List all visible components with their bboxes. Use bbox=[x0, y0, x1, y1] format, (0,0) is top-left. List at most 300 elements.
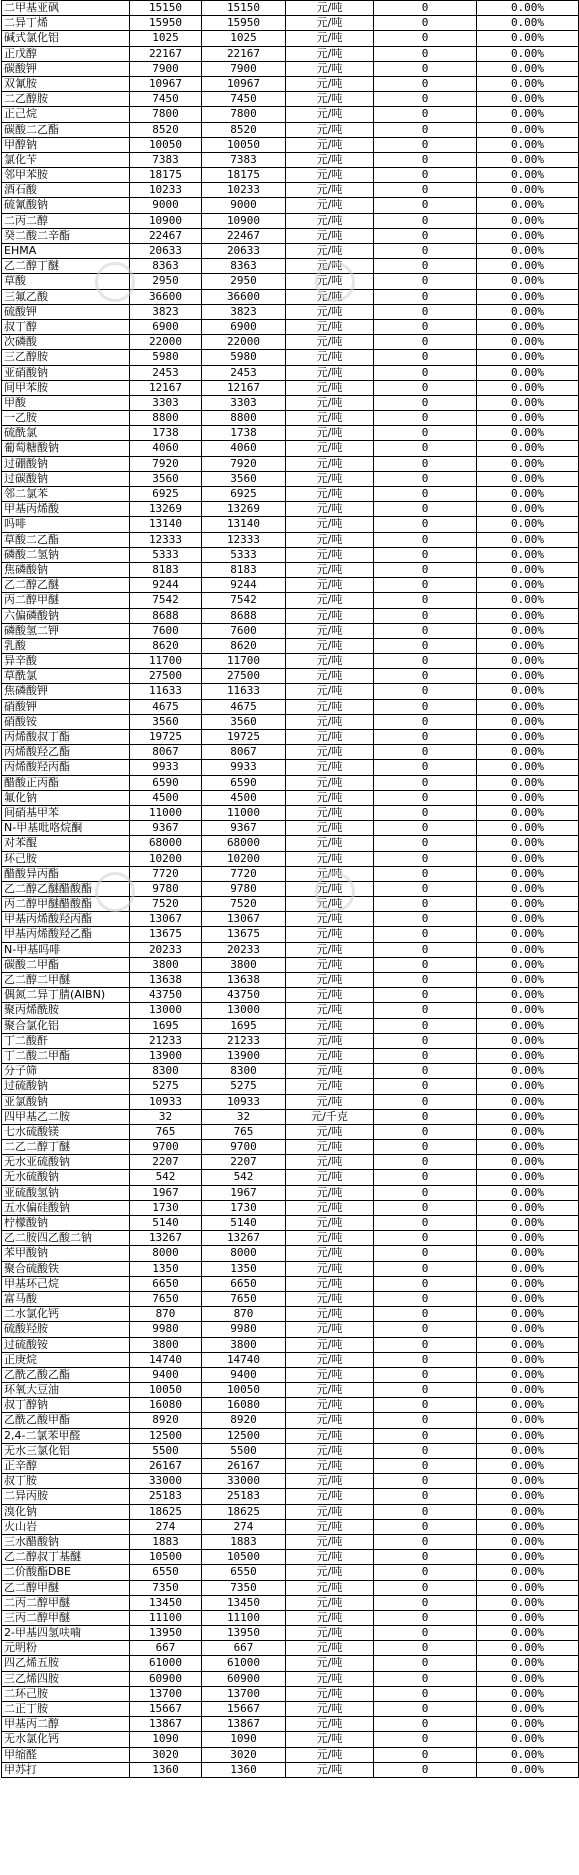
product-name-cell: 碳酸钾 bbox=[2, 62, 130, 77]
change-cell: 0 bbox=[374, 138, 477, 153]
change-cell: 0 bbox=[374, 593, 477, 608]
change-percent-cell: 0.00% bbox=[477, 472, 579, 487]
prev-price-cell: 765 bbox=[202, 1125, 286, 1140]
prev-price-cell: 9980 bbox=[202, 1322, 286, 1337]
table-row bbox=[2, 1170, 579, 1185]
product-name-cell: 正庚烷 bbox=[2, 1353, 130, 1368]
table-row bbox=[2, 836, 579, 851]
table-row bbox=[2, 927, 579, 942]
product-name-cell: 葡萄糖酸钠 bbox=[2, 441, 130, 456]
price-cell: 8300 bbox=[130, 1064, 202, 1079]
product-name-cell: 无水亚硫酸钠 bbox=[2, 1155, 130, 1170]
price-cell: 3800 bbox=[130, 1338, 202, 1353]
price-cell: 7350 bbox=[130, 1581, 202, 1596]
unit-cell: 元/吨 bbox=[286, 1611, 374, 1626]
change-cell: 0 bbox=[374, 1, 477, 16]
unit-cell: 元/吨 bbox=[286, 107, 374, 122]
change-cell: 0 bbox=[374, 502, 477, 517]
unit-cell: 元/吨 bbox=[286, 274, 374, 289]
unit-cell: 元/吨 bbox=[286, 684, 374, 699]
prev-price-cell: 60900 bbox=[202, 1672, 286, 1687]
change-cell: 0 bbox=[374, 1702, 477, 1717]
change-percent-cell: 0.00% bbox=[477, 426, 579, 441]
product-name-cell: 磷酸二氢钠 bbox=[2, 548, 130, 563]
prev-price-cell: 3800 bbox=[202, 958, 286, 973]
table-row bbox=[2, 305, 579, 320]
price-cell: 27500 bbox=[130, 669, 202, 684]
change-cell: 0 bbox=[374, 1489, 477, 1504]
price-cell: 11100 bbox=[130, 1611, 202, 1626]
change-cell: 0 bbox=[374, 1717, 477, 1732]
prev-price-cell: 9700 bbox=[202, 1140, 286, 1155]
product-name-cell: 丙二醇甲醚醋酸酯 bbox=[2, 897, 130, 912]
price-cell: 13140 bbox=[130, 517, 202, 532]
table-row bbox=[2, 1581, 579, 1596]
prev-price-cell: 1695 bbox=[202, 1019, 286, 1034]
product-name-cell: 甲基丙烯酸 bbox=[2, 502, 130, 517]
unit-cell: 元/吨 bbox=[286, 168, 374, 183]
change-percent-cell: 0.00% bbox=[477, 1095, 579, 1110]
product-name-cell: 二丙二醇甲醚 bbox=[2, 1596, 130, 1611]
unit-cell: 元/吨 bbox=[286, 1353, 374, 1368]
unit-cell: 元/吨 bbox=[286, 700, 374, 715]
unit-cell: 元/吨 bbox=[286, 578, 374, 593]
change-cell: 0 bbox=[374, 684, 477, 699]
price-cell: 6925 bbox=[130, 487, 202, 502]
product-name-cell: 乳酸 bbox=[2, 639, 130, 654]
prev-price-cell: 870 bbox=[202, 1307, 286, 1322]
product-name-cell: 四乙烯五胺 bbox=[2, 1656, 130, 1671]
price-cell: 3020 bbox=[130, 1748, 202, 1763]
change-cell: 0 bbox=[374, 1003, 477, 1018]
product-name-cell: 三水醋酸钠 bbox=[2, 1535, 130, 1550]
product-name-cell: 丙二醇甲醚 bbox=[2, 593, 130, 608]
unit-cell: 元/吨 bbox=[286, 441, 374, 456]
unit-cell: 元/吨 bbox=[286, 1338, 374, 1353]
change-cell: 0 bbox=[374, 578, 477, 593]
change-percent-cell: 0.00% bbox=[477, 1383, 579, 1398]
prev-price-cell: 2207 bbox=[202, 1155, 286, 1170]
change-cell: 0 bbox=[374, 548, 477, 563]
table-row bbox=[2, 912, 579, 927]
price-cell: 9980 bbox=[130, 1322, 202, 1337]
product-name-cell: 正己烷 bbox=[2, 107, 130, 122]
prev-price-cell: 11700 bbox=[202, 654, 286, 669]
unit-cell: 元/吨 bbox=[286, 1444, 374, 1459]
prev-price-cell: 21233 bbox=[202, 1034, 286, 1049]
change-percent-cell: 0.00% bbox=[477, 1049, 579, 1064]
change-percent-cell: 0.00% bbox=[477, 639, 579, 654]
change-cell: 0 bbox=[374, 244, 477, 259]
price-cell: 13267 bbox=[130, 1231, 202, 1246]
product-name-cell: 丙烯酸羟丙酯 bbox=[2, 760, 130, 775]
product-name-cell: 亚硝酸钠 bbox=[2, 366, 130, 381]
table-row bbox=[2, 92, 579, 107]
prev-price-cell: 10050 bbox=[202, 138, 286, 153]
change-cell: 0 bbox=[374, 62, 477, 77]
prev-price-cell: 68000 bbox=[202, 836, 286, 851]
product-name-cell: 乙二醇叔丁基醚 bbox=[2, 1550, 130, 1565]
product-name-cell: 乙酰乙酸甲酯 bbox=[2, 1413, 130, 1428]
table-row bbox=[2, 1398, 579, 1413]
product-name-cell: N-甲基吗啡 bbox=[2, 943, 130, 958]
change-cell: 0 bbox=[374, 1216, 477, 1231]
price-cell: 765 bbox=[130, 1125, 202, 1140]
prev-price-cell: 27500 bbox=[202, 669, 286, 684]
change-percent-cell: 0.00% bbox=[477, 776, 579, 791]
change-cell: 0 bbox=[374, 1186, 477, 1201]
price-cell: 15950 bbox=[130, 16, 202, 31]
change-cell: 0 bbox=[374, 1368, 477, 1383]
unit-cell: 元/吨 bbox=[286, 244, 374, 259]
unit-cell: 元/吨 bbox=[286, 517, 374, 532]
unit-cell: 元/吨 bbox=[286, 533, 374, 548]
table-row bbox=[2, 533, 579, 548]
change-cell: 0 bbox=[374, 715, 477, 730]
change-percent-cell: 0.00% bbox=[477, 1429, 579, 1444]
price-cell: 60900 bbox=[130, 1672, 202, 1687]
change-percent-cell: 0.00% bbox=[477, 1672, 579, 1687]
change-percent-cell: 0.00% bbox=[477, 669, 579, 684]
change-percent-cell: 0.00% bbox=[477, 1125, 579, 1140]
unit-cell: 元/吨 bbox=[286, 47, 374, 62]
unit-cell: 元/吨 bbox=[286, 335, 374, 350]
change-cell: 0 bbox=[374, 730, 477, 745]
unit-cell: 元/吨 bbox=[286, 457, 374, 472]
price-cell: 3823 bbox=[130, 305, 202, 320]
product-name-cell: 酒石酸 bbox=[2, 183, 130, 198]
product-name-cell: 乙二醇乙醚 bbox=[2, 578, 130, 593]
prev-price-cell: 13867 bbox=[202, 1717, 286, 1732]
prev-price-cell: 2453 bbox=[202, 366, 286, 381]
prev-price-cell: 8183 bbox=[202, 563, 286, 578]
change-cell: 0 bbox=[374, 867, 477, 882]
product-name-cell: 硝酸钾 bbox=[2, 700, 130, 715]
table-row bbox=[2, 609, 579, 624]
product-name-cell: 碳酸二乙酯 bbox=[2, 123, 130, 138]
table-row bbox=[2, 1611, 579, 1626]
unit-cell: 元/吨 bbox=[286, 1641, 374, 1656]
prev-price-cell: 10933 bbox=[202, 1095, 286, 1110]
price-cell: 32 bbox=[130, 1110, 202, 1125]
table-row bbox=[2, 806, 579, 821]
table-row bbox=[2, 1444, 579, 1459]
unit-cell: 元/吨 bbox=[286, 958, 374, 973]
change-percent-cell: 0.00% bbox=[477, 1626, 579, 1641]
table-row bbox=[2, 563, 579, 578]
change-cell: 0 bbox=[374, 1596, 477, 1611]
change-percent-cell: 0.00% bbox=[477, 31, 579, 46]
product-name-cell: 亚氯酸钠 bbox=[2, 1095, 130, 1110]
change-cell: 0 bbox=[374, 92, 477, 107]
table-row bbox=[2, 1292, 579, 1307]
table-row bbox=[2, 639, 579, 654]
product-name-cell: 过碳酸钠 bbox=[2, 472, 130, 487]
change-cell: 0 bbox=[374, 1565, 477, 1580]
unit-cell: 元/吨 bbox=[286, 1732, 374, 1747]
change-cell: 0 bbox=[374, 1641, 477, 1656]
change-cell: 0 bbox=[374, 1246, 477, 1261]
product-name-cell: 焦磷酸钾 bbox=[2, 684, 130, 699]
prev-price-cell: 8800 bbox=[202, 411, 286, 426]
table-row bbox=[2, 1368, 579, 1383]
change-percent-cell: 0.00% bbox=[477, 1338, 579, 1353]
unit-cell: 元/吨 bbox=[286, 396, 374, 411]
product-name-cell: 乙二醇二甲醚 bbox=[2, 973, 130, 988]
prev-price-cell: 667 bbox=[202, 1641, 286, 1656]
change-percent-cell: 0.00% bbox=[477, 62, 579, 77]
price-cell: 9780 bbox=[130, 882, 202, 897]
change-percent-cell: 0.00% bbox=[477, 1550, 579, 1565]
change-cell: 0 bbox=[374, 472, 477, 487]
change-cell: 0 bbox=[374, 609, 477, 624]
product-name-cell: 偶氮二异丁腈(AIBN) bbox=[2, 988, 130, 1003]
change-percent-cell: 0.00% bbox=[477, 47, 579, 62]
price-cell: 14740 bbox=[130, 1353, 202, 1368]
unit-cell: 元/吨 bbox=[286, 1565, 374, 1580]
change-cell: 0 bbox=[374, 1732, 477, 1747]
change-percent-cell: 0.00% bbox=[477, 1732, 579, 1747]
product-name-cell: 间硝基甲苯 bbox=[2, 806, 130, 821]
change-cell: 0 bbox=[374, 1550, 477, 1565]
unit-cell: 元/吨 bbox=[286, 229, 374, 244]
table-row bbox=[2, 320, 579, 335]
prev-price-cell: 19725 bbox=[202, 730, 286, 745]
change-cell: 0 bbox=[374, 1034, 477, 1049]
product-name-cell: 邻甲苯胺 bbox=[2, 168, 130, 183]
change-percent-cell: 0.00% bbox=[477, 1535, 579, 1550]
change-cell: 0 bbox=[374, 517, 477, 532]
change-cell: 0 bbox=[374, 77, 477, 92]
change-percent-cell: 0.00% bbox=[477, 123, 579, 138]
product-name-cell: 四甲基乙二胺 bbox=[2, 1110, 130, 1125]
prev-price-cell: 13950 bbox=[202, 1626, 286, 1641]
unit-cell: 元/吨 bbox=[286, 639, 374, 654]
price-cell: 9000 bbox=[130, 198, 202, 213]
change-percent-cell: 0.00% bbox=[477, 715, 579, 730]
change-cell: 0 bbox=[374, 335, 477, 350]
price-cell: 9367 bbox=[130, 821, 202, 836]
price-cell: 12500 bbox=[130, 1429, 202, 1444]
table-row bbox=[2, 168, 579, 183]
table-row bbox=[2, 1231, 579, 1246]
unit-cell: 元/吨 bbox=[286, 1748, 374, 1763]
table-row bbox=[2, 1155, 579, 1170]
price-cell: 13700 bbox=[130, 1687, 202, 1702]
prev-price-cell: 11633 bbox=[202, 684, 286, 699]
price-cell: 26167 bbox=[130, 1459, 202, 1474]
unit-cell: 元/吨 bbox=[286, 366, 374, 381]
unit-cell: 元/吨 bbox=[286, 1064, 374, 1079]
product-name-cell: 甲醇钠 bbox=[2, 138, 130, 153]
unit-cell: 元/吨 bbox=[286, 1763, 374, 1778]
unit-cell: 元/吨 bbox=[286, 502, 374, 517]
table-row bbox=[2, 1079, 579, 1094]
price-cell: 68000 bbox=[130, 836, 202, 851]
change-percent-cell: 0.00% bbox=[477, 745, 579, 760]
unit-cell: 元/吨 bbox=[286, 1019, 374, 1034]
change-cell: 0 bbox=[374, 47, 477, 62]
table-row bbox=[2, 1383, 579, 1398]
product-name-cell: 硫氰酸钠 bbox=[2, 198, 130, 213]
prev-price-cell: 43750 bbox=[202, 988, 286, 1003]
change-percent-cell: 0.00% bbox=[477, 350, 579, 365]
change-percent-cell: 0.00% bbox=[477, 1489, 579, 1504]
prev-price-cell: 7383 bbox=[202, 153, 286, 168]
prev-price-cell: 8300 bbox=[202, 1064, 286, 1079]
change-cell: 0 bbox=[374, 457, 477, 472]
change-percent-cell: 0.00% bbox=[477, 1307, 579, 1322]
price-table bbox=[1, 0, 579, 1778]
prev-price-cell: 10200 bbox=[202, 852, 286, 867]
product-name-cell: 乙酰乙酸乙酯 bbox=[2, 1368, 130, 1383]
price-cell: 3303 bbox=[130, 396, 202, 411]
change-percent-cell: 0.00% bbox=[477, 791, 579, 806]
change-cell: 0 bbox=[374, 290, 477, 305]
change-cell: 0 bbox=[374, 1353, 477, 1368]
price-cell: 5275 bbox=[130, 1079, 202, 1094]
price-cell: 7920 bbox=[130, 457, 202, 472]
unit-cell: 元/吨 bbox=[286, 730, 374, 745]
change-percent-cell: 0.00% bbox=[477, 927, 579, 942]
table-row bbox=[2, 1262, 579, 1277]
price-cell: 4060 bbox=[130, 441, 202, 456]
unit-cell: 元/吨 bbox=[286, 1049, 374, 1064]
price-cell: 6900 bbox=[130, 320, 202, 335]
price-cell: 10233 bbox=[130, 183, 202, 198]
table-row bbox=[2, 350, 579, 365]
change-percent-cell: 0.00% bbox=[477, 1262, 579, 1277]
product-name-cell: 七水硫酸镁 bbox=[2, 1125, 130, 1140]
prev-price-cell: 3800 bbox=[202, 1338, 286, 1353]
price-cell: 20633 bbox=[130, 244, 202, 259]
product-name-cell: 正辛醇 bbox=[2, 1459, 130, 1474]
price-cell: 1695 bbox=[130, 1019, 202, 1034]
prev-price-cell: 8920 bbox=[202, 1413, 286, 1428]
change-percent-cell: 0.00% bbox=[477, 335, 579, 350]
change-percent-cell: 0.00% bbox=[477, 457, 579, 472]
change-cell: 0 bbox=[374, 274, 477, 289]
change-percent-cell: 0.00% bbox=[477, 836, 579, 851]
unit-cell: 元/吨 bbox=[286, 1429, 374, 1444]
table-row bbox=[2, 1034, 579, 1049]
prev-price-cell: 16080 bbox=[202, 1398, 286, 1413]
table-row bbox=[2, 988, 579, 1003]
change-cell: 0 bbox=[374, 1581, 477, 1596]
unit-cell: 元/吨 bbox=[286, 1231, 374, 1246]
product-name-cell: 一乙胺 bbox=[2, 411, 130, 426]
change-percent-cell: 0.00% bbox=[477, 1413, 579, 1428]
change-cell: 0 bbox=[374, 1520, 477, 1535]
table-row bbox=[2, 593, 579, 608]
change-cell: 0 bbox=[374, 350, 477, 365]
prev-price-cell: 7650 bbox=[202, 1292, 286, 1307]
change-percent-cell: 0.00% bbox=[477, 1186, 579, 1201]
table-row bbox=[2, 1246, 579, 1261]
prev-price-cell: 9933 bbox=[202, 760, 286, 775]
change-percent-cell: 0.00% bbox=[477, 1748, 579, 1763]
change-percent-cell: 0.00% bbox=[477, 1201, 579, 1216]
prev-price-cell: 20233 bbox=[202, 943, 286, 958]
product-name-cell: 硝酸铵 bbox=[2, 715, 130, 730]
product-name-cell: 邻二氯苯 bbox=[2, 487, 130, 502]
price-cell: 6550 bbox=[130, 1565, 202, 1580]
price-cell: 12333 bbox=[130, 533, 202, 548]
unit-cell: 元/吨 bbox=[286, 852, 374, 867]
unit-cell: 元/吨 bbox=[286, 381, 374, 396]
change-cell: 0 bbox=[374, 1079, 477, 1094]
unit-cell: 元/吨 bbox=[286, 1656, 374, 1671]
product-name-cell: 五水偏硅酸钠 bbox=[2, 1201, 130, 1216]
change-percent-cell: 0.00% bbox=[477, 16, 579, 31]
prev-price-cell: 32 bbox=[202, 1110, 286, 1125]
change-percent-cell: 0.00% bbox=[477, 214, 579, 229]
unit-cell: 元/吨 bbox=[286, 1581, 374, 1596]
product-name-cell: 二环己胺 bbox=[2, 1687, 130, 1702]
change-cell: 0 bbox=[374, 882, 477, 897]
table-row bbox=[2, 1307, 579, 1322]
table-row bbox=[2, 791, 579, 806]
change-cell: 0 bbox=[374, 943, 477, 958]
table-row bbox=[2, 1413, 579, 1428]
prev-price-cell: 542 bbox=[202, 1170, 286, 1185]
price-cell: 43750 bbox=[130, 988, 202, 1003]
unit-cell: 元/吨 bbox=[286, 1702, 374, 1717]
price-cell: 7650 bbox=[130, 1292, 202, 1307]
table-row bbox=[2, 62, 579, 77]
unit-cell: 元/吨 bbox=[286, 988, 374, 1003]
change-percent-cell: 0.00% bbox=[477, 912, 579, 927]
change-percent-cell: 0.00% bbox=[477, 943, 579, 958]
change-percent-cell: 0.00% bbox=[477, 1763, 579, 1778]
price-cell: 2453 bbox=[130, 366, 202, 381]
change-percent-cell: 0.00% bbox=[477, 1170, 579, 1185]
table-row bbox=[2, 198, 579, 213]
product-name-cell: 二异丁烯 bbox=[2, 16, 130, 31]
table-row bbox=[2, 578, 579, 593]
price-cell: 36600 bbox=[130, 290, 202, 305]
change-cell: 0 bbox=[374, 366, 477, 381]
change-percent-cell: 0.00% bbox=[477, 259, 579, 274]
prev-price-cell: 8067 bbox=[202, 745, 286, 760]
unit-cell: 元/吨 bbox=[286, 487, 374, 502]
change-cell: 0 bbox=[374, 1383, 477, 1398]
price-cell: 10900 bbox=[130, 214, 202, 229]
product-name-cell: 三氟乙酸 bbox=[2, 290, 130, 305]
change-percent-cell: 0.00% bbox=[477, 1079, 579, 1094]
product-name-cell: 碱式氯化铝 bbox=[2, 31, 130, 46]
price-cell: 5140 bbox=[130, 1216, 202, 1231]
price-cell: 10200 bbox=[130, 852, 202, 867]
change-cell: 0 bbox=[374, 1019, 477, 1034]
price-cell: 8688 bbox=[130, 609, 202, 624]
prev-price-cell: 7542 bbox=[202, 593, 286, 608]
change-cell: 0 bbox=[374, 305, 477, 320]
prev-price-cell: 20633 bbox=[202, 244, 286, 259]
unit-cell: 元/吨 bbox=[286, 1277, 374, 1292]
price-cell: 3560 bbox=[130, 472, 202, 487]
table-row bbox=[2, 1459, 579, 1474]
unit-cell: 元/吨 bbox=[286, 836, 374, 851]
price-cell: 13675 bbox=[130, 927, 202, 942]
change-percent-cell: 0.00% bbox=[477, 517, 579, 532]
unit-cell: 元/吨 bbox=[286, 1322, 374, 1337]
table-row bbox=[2, 852, 579, 867]
change-percent-cell: 0.00% bbox=[477, 183, 579, 198]
change-cell: 0 bbox=[374, 214, 477, 229]
prev-price-cell: 11000 bbox=[202, 806, 286, 821]
prev-price-cell: 13000 bbox=[202, 1003, 286, 1018]
